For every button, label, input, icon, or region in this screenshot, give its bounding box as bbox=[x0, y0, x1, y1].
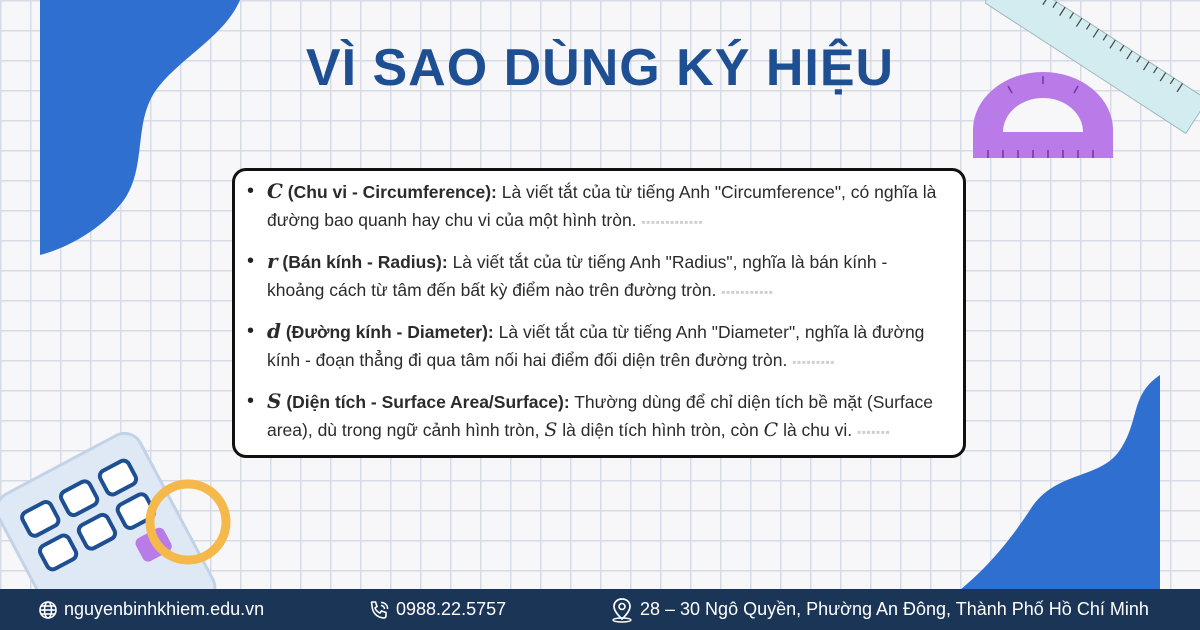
description: Là viết tắt của từ tiếng Anh "Circumference", có nghĩa là đường bao quanh hay chu vi của một hình tròn. bbox=[267, 182, 937, 230]
bottom-right-blob bbox=[950, 370, 1200, 590]
page-title: VÌ SAO DÙNG KÝ HIỆU bbox=[305, 39, 895, 97]
list-item-area bbox=[245, 387, 945, 446]
footer-website[interactable] bbox=[38, 589, 264, 630]
inline-symbol: S bbox=[544, 419, 558, 441]
list-item-radius bbox=[245, 247, 945, 306]
calculator-icon bbox=[0, 430, 240, 590]
phone-text: 0988.22.5757 bbox=[396, 599, 507, 619]
address-text: 28 – 30 Ngô Quyền, Phường An Đông, Thành Phố Hồ Chí Minh bbox=[640, 599, 1149, 619]
blurred-watermark: ▪▪▪▪▪▪▪ bbox=[857, 425, 891, 439]
footer-address[interactable] bbox=[610, 589, 1149, 630]
description-part-1: Thường dùng để chỉ diện tích bề mặt (Surface area), dù trong ngữ cảnh hình tròn, bbox=[267, 392, 934, 440]
description: Là viết tắt của từ tiếng Anh "Radius", nghĩa là bán kính - khoảng cách từ tâm đến bất kỳ điểm nào trên đường tròn. bbox=[267, 252, 888, 300]
description-part-3: là chu vi. bbox=[783, 420, 853, 440]
blurred-watermark: ▪▪▪▪▪▪▪▪▪▪▪ bbox=[721, 285, 774, 299]
list-item-circumference bbox=[245, 177, 945, 236]
symbol: C bbox=[267, 179, 283, 203]
term-label: (Bán kính - Radius): bbox=[282, 252, 448, 272]
definition-card bbox=[232, 168, 966, 458]
description: Là viết tắt của từ tiếng Anh "Diameter", nghĩa là đường kính - đoạn thẳng đi qua tâm nối hai điểm đối diện trên đường tròn. bbox=[267, 322, 925, 370]
description-part-2: là diện tích hình tròn, còn bbox=[562, 420, 759, 440]
blurred-watermark: ▪▪▪▪▪▪▪▪▪ bbox=[792, 355, 835, 369]
website-text: nguyenbinhkhiem.edu.vn bbox=[64, 599, 265, 619]
term-label: (Diện tích - Surface Area/Surface): bbox=[286, 392, 570, 412]
symbol: r bbox=[267, 249, 278, 273]
list-item-diameter bbox=[245, 317, 945, 376]
term-label: (Chu vi - Circumference): bbox=[287, 182, 497, 202]
blurred-watermark: ▪▪▪▪▪▪▪▪▪▪▪▪▪ bbox=[641, 215, 704, 229]
symbol: S bbox=[267, 389, 282, 413]
term-label: (Đường kính - Diameter): bbox=[285, 322, 494, 342]
inline-symbol: C bbox=[763, 419, 779, 441]
location-pin-icon bbox=[610, 597, 634, 623]
symbol: d bbox=[267, 319, 281, 343]
phone-icon bbox=[368, 600, 390, 620]
globe-icon bbox=[38, 600, 58, 620]
footer-bar bbox=[0, 589, 1200, 630]
definition-list bbox=[245, 177, 945, 446]
footer-phone[interactable] bbox=[368, 589, 506, 630]
